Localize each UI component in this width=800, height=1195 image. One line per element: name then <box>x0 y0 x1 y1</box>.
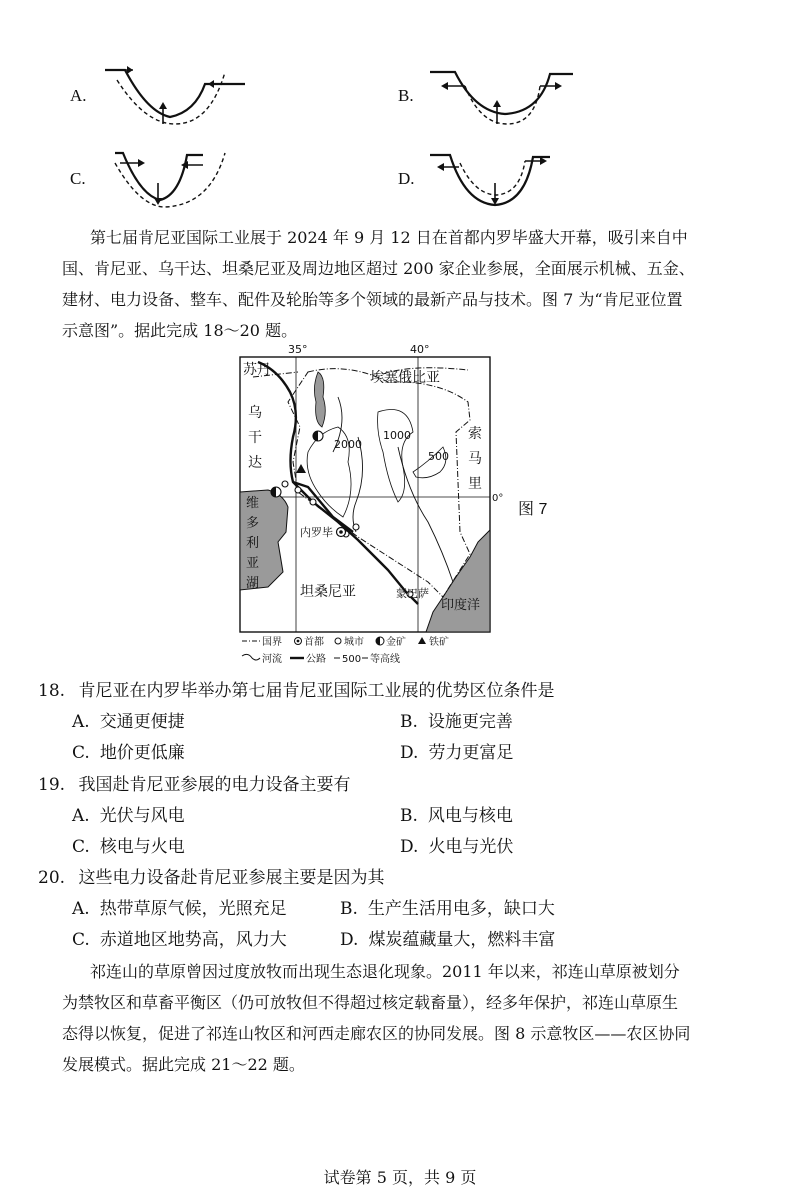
lon-40-label: 40° <box>410 343 430 356</box>
passage-line: 为禁牧区和草畜平衡区（仍可放牧但不得超过核定载畜量），经多年保护，祁连山草原生 <box>62 993 679 1012</box>
q18-choice-b[interactable] <box>400 707 513 732</box>
passage-qilian <box>62 956 752 1080</box>
kenya-location-map <box>238 342 504 672</box>
q20-choice-b[interactable] <box>340 894 555 919</box>
question-number: 18. <box>38 681 66 701</box>
contour-label-2000: 2000 <box>334 438 362 451</box>
choice-text: 火电与光伏 <box>428 837 514 857</box>
country-uganda-2: 干 <box>248 430 262 446</box>
country-somalia-1: 索 <box>468 426 482 442</box>
passage-line: 建材、电力设备、整车、配件及轮胎等多个领域的最新产品与技术。图 7 为“肯尼亚位置 <box>62 290 683 309</box>
q18-choice-c[interactable] <box>72 738 185 763</box>
q18-choice-a[interactable] <box>72 707 185 732</box>
gold-mine-icon <box>313 431 323 441</box>
option-b-label: B. <box>398 86 414 105</box>
passage-line: 发展模式。据此完成 21～22 题。 <box>62 1055 305 1074</box>
choice-letter: D. <box>400 743 419 763</box>
choice-text: 生产生活用电多，缺口大 <box>367 899 555 919</box>
choice-text: 核电与火电 <box>99 837 185 857</box>
legend-river: 河流 <box>262 654 282 665</box>
mombasa-label: 蒙巴萨 <box>396 587 429 600</box>
legend-gold: 金矿 <box>386 637 406 648</box>
lake-label-3: 利 <box>246 536 260 551</box>
country-ethiopia: 埃塞俄比亚 <box>370 370 440 386</box>
q20-choice-c[interactable] <box>72 925 287 950</box>
page-footer: 试卷第 5 页，共 9 页 <box>323 1168 477 1187</box>
q19-choice-c[interactable] <box>72 832 185 857</box>
country-uganda-3: 达 <box>248 455 262 471</box>
question-text: 这些电力设备赴肯尼亚参展主要是因为其 <box>78 868 385 888</box>
nairobi-label: 内罗毕 <box>300 526 333 539</box>
choice-text: 光伏与风电 <box>99 806 185 826</box>
ocean-label: 印度洋 <box>441 598 481 613</box>
choice-letter: B. <box>400 806 418 826</box>
q19-choice-a[interactable] <box>72 801 185 826</box>
choice-text: 煤炭蕴藏量大，燃料丰富 <box>368 930 556 950</box>
country-sudan: 苏丹 <box>243 362 271 378</box>
passage-kenya <box>62 222 752 346</box>
question-number: 19. <box>38 775 66 795</box>
choice-letter: A. <box>72 899 90 919</box>
option-d-label: D. <box>398 169 415 188</box>
legend-contour: 等高线 <box>370 654 400 665</box>
choice-letter: B. <box>400 712 418 732</box>
lake-label-5: 湖 <box>246 576 260 591</box>
passage-line: 国、肯尼亚、乌干达、坦桑尼亚及周边地区超过 200 家企业参展，全面展示机械、五金、 <box>62 259 695 278</box>
choice-letter: D. <box>400 837 419 857</box>
choice-letter: C. <box>72 837 90 857</box>
question-number: 20. <box>38 868 66 888</box>
lake-label-2: 多 <box>246 516 260 531</box>
gold-mine-icon <box>271 487 281 497</box>
country-uganda-1: 乌 <box>248 405 262 421</box>
lake-label-4: 亚 <box>246 556 260 571</box>
contour-label-500: 500 <box>428 450 449 463</box>
choice-letter: B. <box>340 899 358 919</box>
legend-contour-value: 500 <box>342 654 362 665</box>
q20-choice-d[interactable] <box>340 925 555 950</box>
question-text: 肯尼亚在内罗毕举办第七届肯尼亚国际工业展的优势区位条件是 <box>78 681 555 701</box>
choice-text: 地价更低廉 <box>99 743 185 763</box>
q20-choice-a[interactable] <box>72 894 287 919</box>
city-dot <box>310 499 316 505</box>
legend-city: 城市 <box>344 637 364 648</box>
option-a-label: A. <box>70 86 87 105</box>
legend-border: 国界 <box>262 637 282 648</box>
choice-letter: C. <box>72 743 90 763</box>
option-c-diagram <box>95 145 255 217</box>
country-somalia-3: 里 <box>468 476 482 492</box>
choice-text: 风电与核电 <box>427 806 513 826</box>
city-dot <box>295 487 301 493</box>
question-18-stem <box>38 676 554 701</box>
choice-text: 热带草原气候，光照充足 <box>99 899 287 919</box>
choice-text: 赤道地区地势高，风力大 <box>99 930 287 950</box>
lake-label-1: 维 <box>246 496 260 511</box>
legend-capital: 首都 <box>304 637 324 648</box>
choice-letter: C. <box>72 930 90 950</box>
lat-0-label: 0° <box>492 493 504 504</box>
choice-text: 劳力更富足 <box>428 743 514 763</box>
option-b-diagram <box>425 62 585 132</box>
legend-road: 公路 <box>306 654 326 665</box>
q18-choice-d[interactable] <box>400 738 513 763</box>
q19-choice-d[interactable] <box>400 832 513 857</box>
country-somalia-2: 马 <box>468 451 482 467</box>
choice-letter: D. <box>340 930 359 950</box>
choice-letter: A. <box>72 806 90 826</box>
question-text: 我国赴肯尼亚参展的电力设备主要有 <box>78 775 351 795</box>
country-tanzania: 坦桑尼亚 <box>300 584 356 600</box>
passage-line: 态得以恢复，促进了祁连山牧区和河西走廊农区的协同发展。图 8 示意牧区——农区协同 <box>62 1024 691 1043</box>
question-19-stem <box>38 770 350 795</box>
question-20-stem <box>38 863 384 888</box>
option-a-diagram <box>95 62 255 132</box>
passage-line: 祁连山的草原曾因过度放牧而出现生态退化现象。2011 年以来，祁连山草原被划分 <box>90 962 680 981</box>
city-dot <box>353 524 359 530</box>
map-legend <box>242 635 449 665</box>
choice-text: 交通更便捷 <box>99 712 185 732</box>
contour-label-1000: 1000 <box>383 429 411 442</box>
passage-line: 第七届肯尼亚国际工业展于 2024 年 9 月 12 日在首都内罗毕盛大开幕，吸引来自中 <box>90 228 688 247</box>
figure-7-caption: 图 7 <box>518 501 548 518</box>
passage-line: 示意图”。据此完成 18～20 题。 <box>62 321 298 340</box>
option-c-label: C. <box>70 169 86 188</box>
city-dot <box>282 481 288 487</box>
choice-letter: A. <box>72 712 90 732</box>
legend-iron: 铁矿 <box>429 637 449 648</box>
option-d-diagram <box>425 145 585 217</box>
q19-choice-b[interactable] <box>400 801 513 826</box>
lon-35-label: 35° <box>288 343 308 356</box>
choice-text: 设施更完善 <box>427 712 513 732</box>
